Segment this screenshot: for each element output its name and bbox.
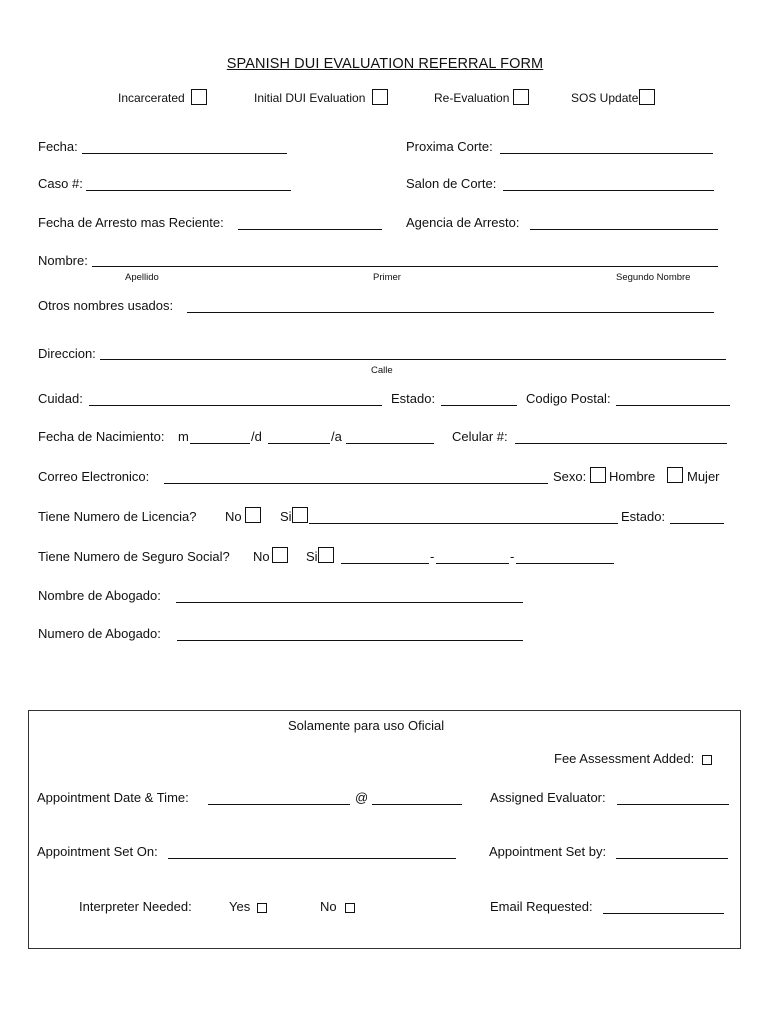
caso-label: Caso #: bbox=[38, 176, 83, 191]
appointment-set-by-label: Appointment Set by: bbox=[489, 844, 607, 859]
nombre-abogado-field[interactable] bbox=[176, 602, 523, 603]
year-prefix: /a bbox=[331, 429, 342, 444]
appointment-date-field[interactable] bbox=[208, 804, 350, 805]
proxima-corte-label: Proxima Corte: bbox=[406, 139, 493, 154]
re-evaluation-checkbox[interactable] bbox=[513, 89, 529, 105]
email-requested-label: Email Requested: bbox=[490, 899, 593, 914]
at-symbol: @ bbox=[355, 790, 369, 805]
codigo-postal-label: Codigo Postal: bbox=[526, 391, 611, 406]
assigned-evaluator-field[interactable] bbox=[617, 804, 729, 805]
ssn-dash-2: - bbox=[510, 549, 515, 564]
fee-assessment-checkbox[interactable] bbox=[702, 755, 712, 765]
day-prefix: /d bbox=[251, 429, 262, 444]
correo-field[interactable] bbox=[164, 483, 548, 484]
interpreter-no-label: No bbox=[320, 899, 337, 914]
fee-assessment-label: Fee Assessment Added: bbox=[554, 751, 695, 766]
re-evaluation-label: Re-Evaluation bbox=[434, 91, 510, 105]
sexo-label: Sexo: bbox=[553, 469, 587, 484]
seguro-social-label: Tiene Numero de Seguro Social? bbox=[38, 549, 230, 564]
otros-nombres-field[interactable] bbox=[187, 312, 714, 313]
sos-update-label: SOS Update bbox=[571, 91, 639, 105]
initial-evaluation-checkbox[interactable] bbox=[372, 89, 388, 105]
celular-field[interactable] bbox=[515, 443, 727, 444]
proxima-corte-field[interactable] bbox=[500, 153, 713, 154]
ssn-part2-field[interactable] bbox=[436, 563, 509, 564]
numero-abogado-label: Numero de Abogado: bbox=[38, 626, 161, 641]
sos-update-checkbox[interactable] bbox=[639, 89, 655, 105]
estado-field[interactable] bbox=[441, 405, 517, 406]
nombre-field[interactable] bbox=[92, 266, 718, 267]
fecha-nacimiento-label: Fecha de Nacimiento: bbox=[38, 429, 165, 444]
correo-label: Correo Electronico: bbox=[38, 469, 150, 484]
caso-field[interactable] bbox=[86, 190, 291, 191]
licencia-number-field[interactable] bbox=[309, 523, 618, 524]
birth-year-field[interactable] bbox=[346, 443, 434, 444]
appointment-set-on-label: Appointment Set On: bbox=[37, 844, 158, 859]
interpreter-yes-label: Yes bbox=[229, 899, 251, 914]
direccion-label: Direccion: bbox=[38, 346, 96, 361]
nombre-abogado-label: Nombre de Abogado: bbox=[38, 588, 161, 603]
direccion-field[interactable] bbox=[100, 359, 726, 360]
ssn-no-label: No bbox=[253, 549, 270, 564]
calle-caption: Calle bbox=[371, 365, 393, 376]
ssn-part1-field[interactable] bbox=[341, 563, 429, 564]
salon-corte-field[interactable] bbox=[503, 190, 714, 191]
agencia-arresto-label: Agencia de Arresto: bbox=[406, 215, 520, 230]
incarcerated-checkbox[interactable] bbox=[191, 89, 207, 105]
licencia-label: Tiene Numero de Licencia? bbox=[38, 509, 197, 524]
licencia-no-label: No bbox=[225, 509, 242, 524]
estado-label: Estado: bbox=[391, 391, 436, 406]
celular-label: Celular #: bbox=[452, 429, 508, 444]
interpreter-needed-label: Interpreter Needed: bbox=[79, 899, 192, 914]
email-requested-field[interactable] bbox=[603, 913, 724, 914]
official-use-heading: Solamente para uso Oficial bbox=[288, 718, 445, 733]
interpreter-yes-checkbox[interactable] bbox=[257, 903, 267, 913]
licencia-si-label: Si bbox=[280, 509, 292, 524]
mujer-label: Mujer bbox=[687, 469, 720, 484]
licencia-estado-label: Estado: bbox=[621, 509, 666, 524]
ssn-no-checkbox[interactable] bbox=[272, 547, 288, 563]
codigo-postal-field[interactable] bbox=[616, 405, 730, 406]
month-prefix: m bbox=[178, 429, 189, 444]
appointment-time-field[interactable] bbox=[372, 804, 462, 805]
initial-evaluation-label: Initial DUI Evaluation bbox=[254, 91, 366, 105]
ssn-si-label: Si bbox=[306, 549, 318, 564]
cuidad-label: Cuidad: bbox=[38, 391, 83, 406]
cuidad-field[interactable] bbox=[89, 405, 382, 406]
licencia-estado-field[interactable] bbox=[670, 523, 724, 524]
mujer-checkbox[interactable] bbox=[667, 467, 683, 483]
appointment-date-label: Appointment Date & Time: bbox=[37, 790, 189, 805]
appointment-set-on-field[interactable] bbox=[168, 858, 456, 859]
fecha-arresto-field[interactable] bbox=[238, 229, 382, 230]
assigned-evaluator-label: Assigned Evaluator: bbox=[490, 790, 606, 805]
appointment-set-by-field[interactable] bbox=[616, 858, 728, 859]
birth-day-field[interactable] bbox=[268, 443, 330, 444]
fecha-label: Fecha: bbox=[38, 139, 78, 154]
fecha-field[interactable] bbox=[82, 153, 287, 154]
nombre-label: Nombre: bbox=[38, 253, 88, 268]
birth-month-field[interactable] bbox=[190, 443, 250, 444]
agencia-arresto-field[interactable] bbox=[530, 229, 718, 230]
hombre-label: Hombre bbox=[609, 469, 656, 484]
apellido-caption: Apellido bbox=[125, 272, 159, 283]
form-title: SPANISH DUI EVALUATION REFERRAL FORM bbox=[226, 56, 544, 72]
primer-caption: Primer bbox=[373, 272, 401, 283]
hombre-checkbox[interactable] bbox=[590, 467, 606, 483]
otros-nombres-label: Otros nombres usados: bbox=[38, 298, 174, 313]
numero-abogado-field[interactable] bbox=[177, 640, 523, 641]
segundo-nombre-caption: Segundo Nombre bbox=[616, 272, 691, 283]
ssn-si-checkbox[interactable] bbox=[318, 547, 334, 563]
salon-corte-label: Salon de Corte: bbox=[406, 176, 497, 191]
fecha-arresto-label: Fecha de Arresto mas Reciente: bbox=[38, 215, 224, 230]
ssn-part3-field[interactable] bbox=[516, 563, 614, 564]
incarcerated-label: Incarcerated bbox=[118, 91, 185, 105]
licencia-si-checkbox[interactable] bbox=[292, 507, 308, 523]
interpreter-no-checkbox[interactable] bbox=[345, 903, 355, 913]
ssn-dash-1: - bbox=[430, 549, 435, 564]
licencia-no-checkbox[interactable] bbox=[245, 507, 261, 523]
